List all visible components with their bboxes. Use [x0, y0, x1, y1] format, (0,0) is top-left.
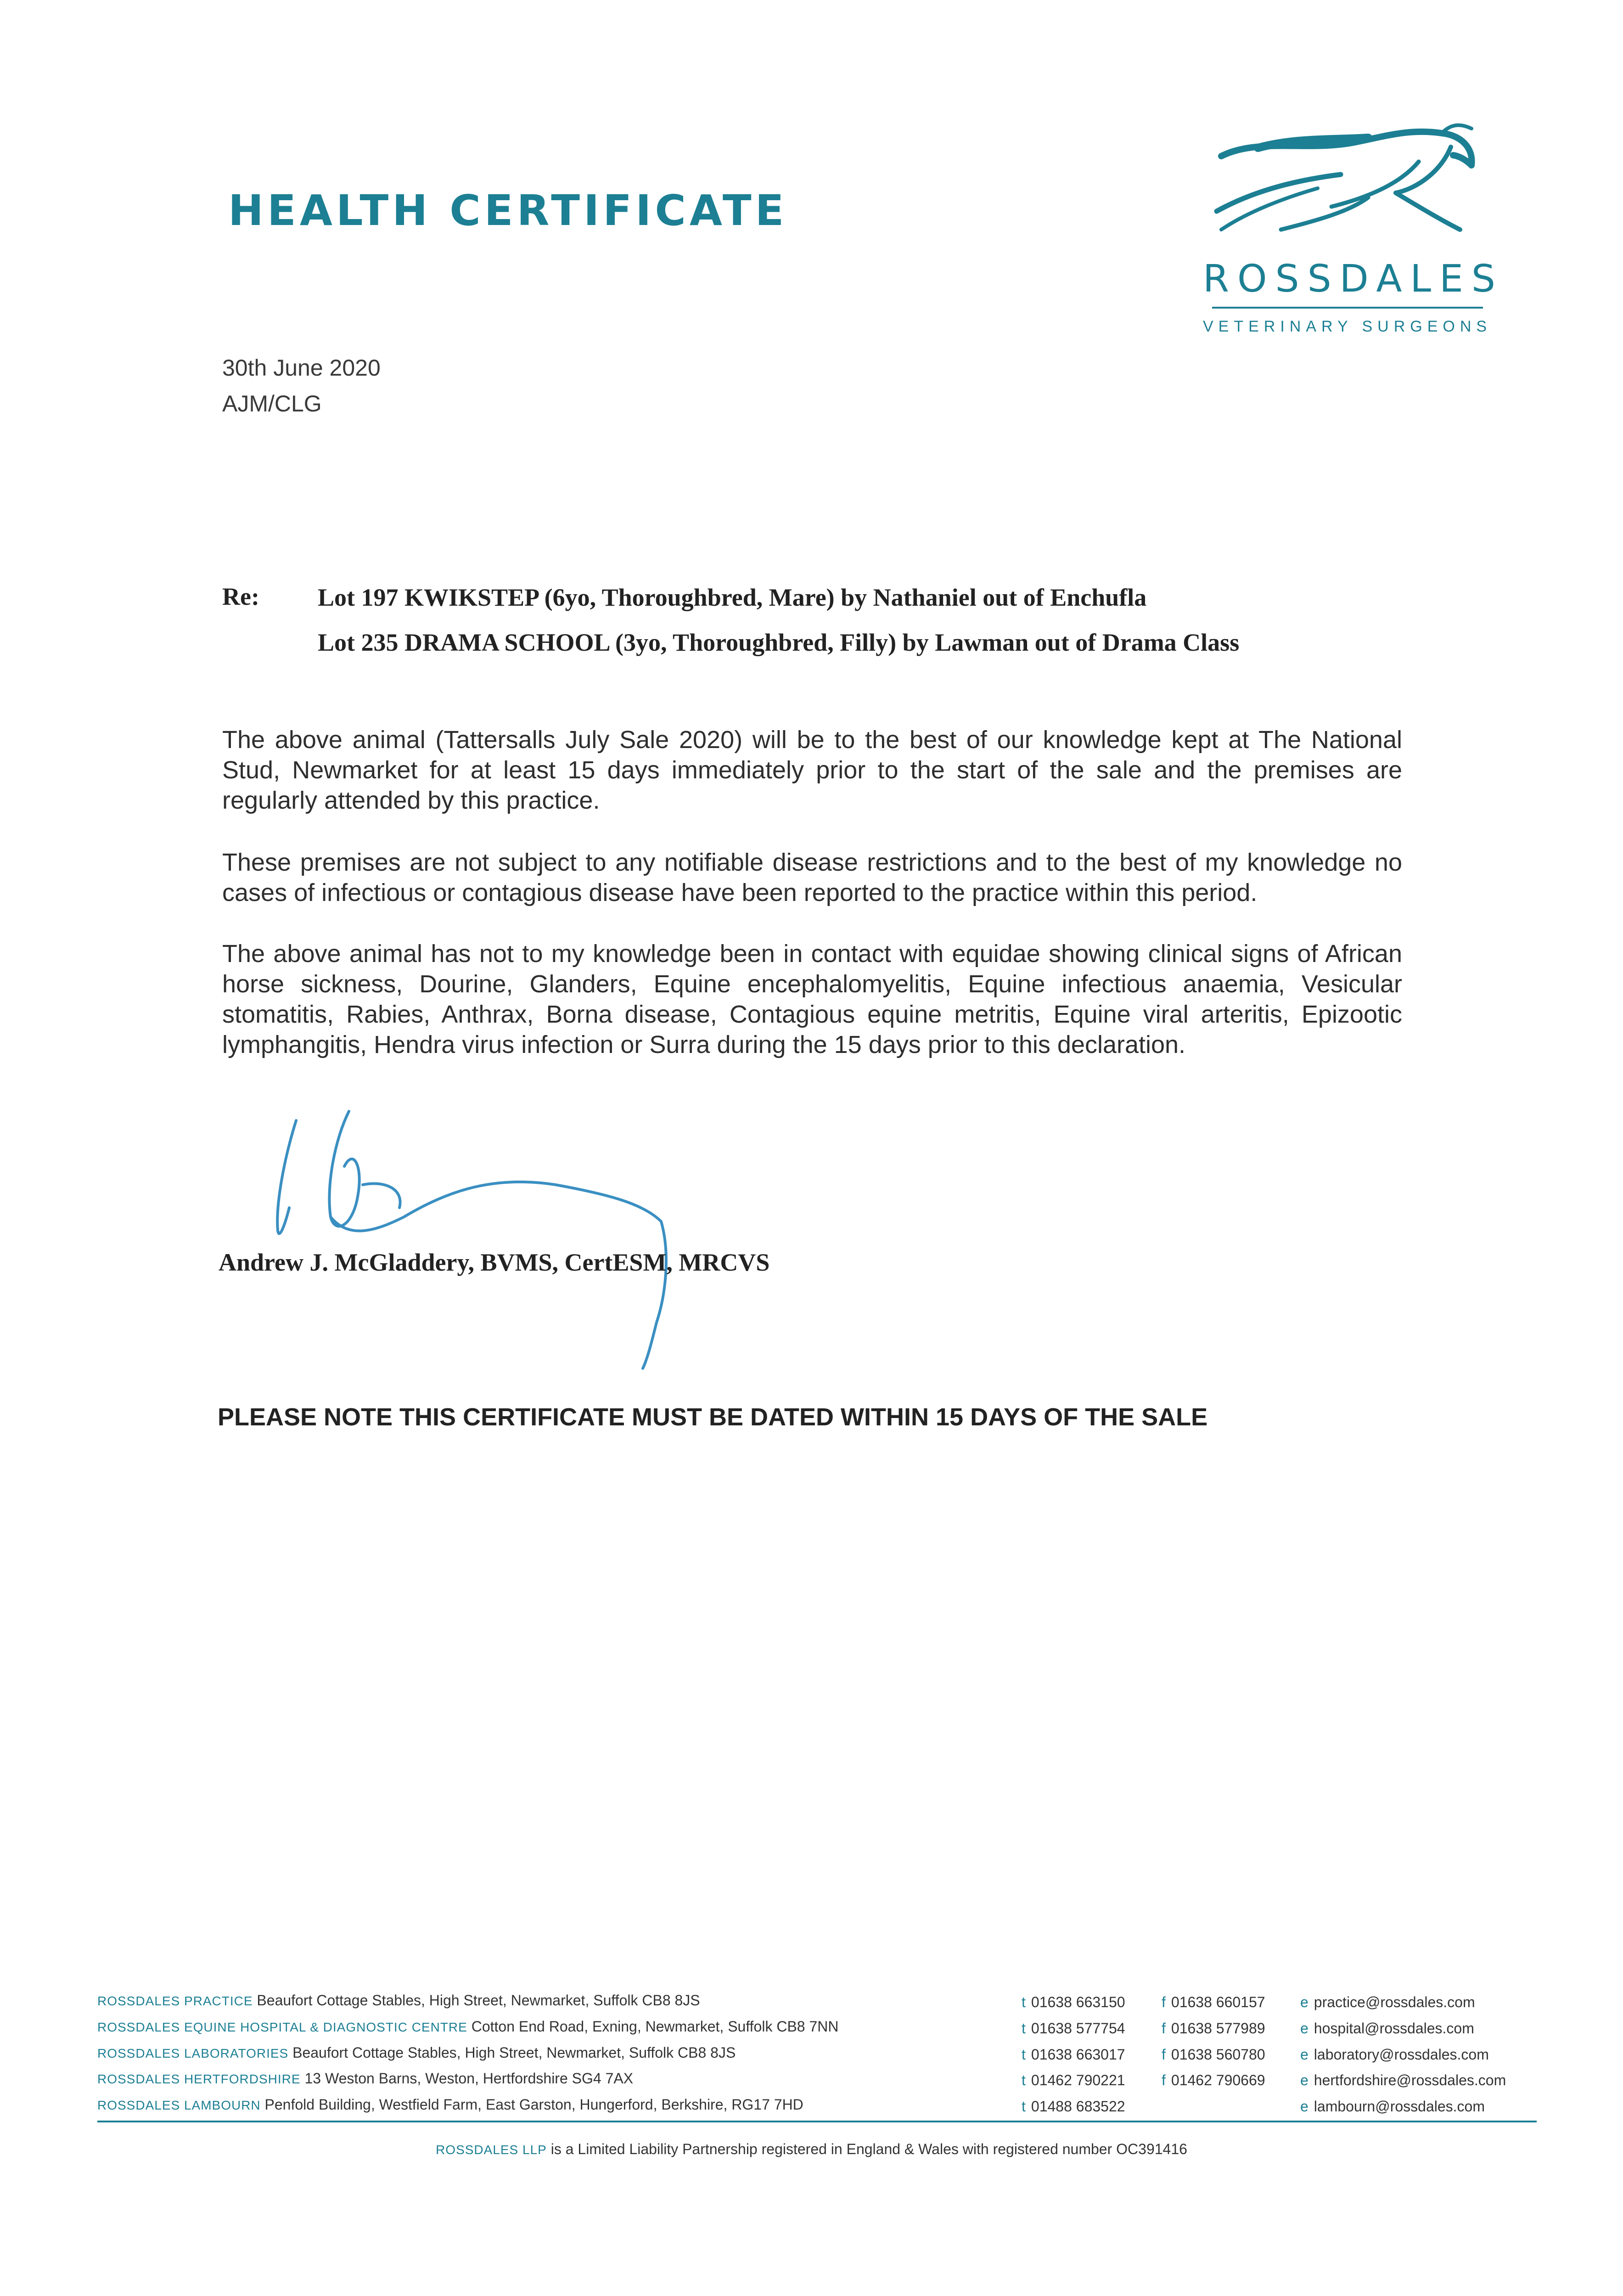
- document-title: HEALTH CERTIFICATE: [228, 186, 788, 235]
- lot-line-1: Lot 197 KWIKSTEP (6yo, Thoroughbred, Mare) by Nathaniel out of Enchufla: [318, 584, 1147, 611]
- horse-logo-icon: [1203, 119, 1488, 257]
- email-hertfordshire[interactable]: e hertfordshire@rossdales.com: [1300, 2072, 1506, 2088]
- email-hospital[interactable]: e hospital@rossdales.com: [1300, 2020, 1474, 2037]
- tel-laboratories: t 01638 663017: [1022, 2046, 1125, 2063]
- certificate-date: 30th June 2020: [222, 355, 381, 381]
- signer-name: Andrew J. McGladdery, BVMS, CertESM, MRCVS: [219, 1249, 770, 1276]
- brand-divider: [1212, 307, 1483, 309]
- footer-divider: [97, 2121, 1537, 2122]
- fax-laboratories: f 01638 560780: [1162, 2046, 1265, 2063]
- footer-office-practice: [97, 1992, 700, 2009]
- office-address: Beaufort Cottage Stables, High Street, Newmarket, Suffolk CB8 8JS: [257, 1992, 700, 2009]
- tel-hertfordshire: t 01462 790221: [1022, 2072, 1125, 2088]
- body-paragraph-3: The above animal has not to my knowledge been in contact with equidae showing clinical signs of African horse sickness, Dourine, Glanders, Equine encephalomyelitis, Equine infectious anaemia, Vesicular stomatitis, Rabies, Anthrax, Borna disease, Contagious equine metritis, Equine viral arteritis, Epizootic lymphangitis, Hendra virus infection or Surra during the 15 days prior to this declaration.: [222, 940, 1402, 1058]
- fax-hospital: f 01638 577989: [1162, 2020, 1265, 2037]
- email-practice[interactable]: e practice@rossdales.com: [1300, 1994, 1475, 2010]
- email-laboratory[interactable]: e laboratory@rossdales.com: [1300, 2046, 1489, 2063]
- rossdales-logo: [1203, 119, 1504, 349]
- brand-subtitle: VETERINARY SURGEONS: [1203, 318, 1492, 335]
- llp-text: is a Limited Liability Partnership registered in England & Wales with registered number OC391416: [550, 2141, 1187, 2157]
- llp-name: ROSSDALES LLP: [436, 2143, 547, 2157]
- office-address: Penfold Building, Westfield Farm, East Garston, Hungerford, Berkshire, RG17 7HD: [264, 2096, 803, 2113]
- llp-registration: [0, 2141, 1623, 2158]
- lot-line-2: Lot 235 DRAMA SCHOOL (3yo, Thoroughbred, Filly) by Lawman out of Drama Class: [318, 629, 1240, 656]
- footer-office-hertfordshire: [97, 2070, 633, 2087]
- tel-practice: t 01638 663150: [1022, 1994, 1125, 2010]
- email-lambourn[interactable]: e lambourn@rossdales.com: [1300, 2098, 1485, 2115]
- footer-office-hospital: [97, 2018, 839, 2035]
- office-name: ROSSDALES LAMBOURN: [97, 2098, 261, 2112]
- office-name: ROSSDALES HERTFORDSHIRE: [97, 2072, 301, 2086]
- footer-office-laboratories: [97, 2044, 736, 2061]
- office-address: 13 Weston Barns, Weston, Hertfordshire SG4 7AX: [304, 2070, 634, 2087]
- office-address: Cotton End Road, Exning, Newmarket, Suffolk CB8 7NN: [471, 2018, 839, 2035]
- brand-name: ROSSDALES: [1203, 257, 1504, 301]
- office-name: ROSSDALES EQUINE HOSPITAL & DIAGNOSTIC CENTRE: [97, 2020, 467, 2034]
- office-name: ROSSDALES PRACTICE: [97, 1994, 253, 2008]
- tel-hospital: t 01638 577754: [1022, 2020, 1125, 2037]
- office-address: Beaufort Cottage Stables, High Street, Newmarket, Suffolk CB8 8JS: [292, 2044, 736, 2061]
- dating-notice: PLEASE NOTE THIS CERTIFICATE MUST BE DATED WITHIN 15 DAYS OF THE SALE: [218, 1403, 1208, 1431]
- fax-hertfordshire: f 01462 790669: [1162, 2072, 1265, 2088]
- footer-office-lambourn: [97, 2096, 803, 2113]
- fax-practice: f 01638 660157: [1162, 1994, 1265, 2010]
- body-paragraph-1: The above animal (Tattersalls July Sale 2020) will be to the best of our knowledge kept at The National Stud, Newmarket for at least 15 days immediately prior to the start of the sale and the premises are regularly attended by this practice.: [222, 726, 1402, 814]
- body-paragraph-2: These premises are not subject to any notifiable disease restrictions and to the best of my knowledge no cases of infectious or contagious disease have been reported to the practice within this period.: [222, 849, 1402, 906]
- handwritten-signature: [257, 1102, 762, 1378]
- reference-code: AJM/CLG: [222, 391, 322, 416]
- tel-lambourn: t 01488 683522: [1022, 2098, 1125, 2115]
- office-name: ROSSDALES LABORATORIES: [97, 2046, 289, 2060]
- re-label: Re:: [222, 583, 259, 610]
